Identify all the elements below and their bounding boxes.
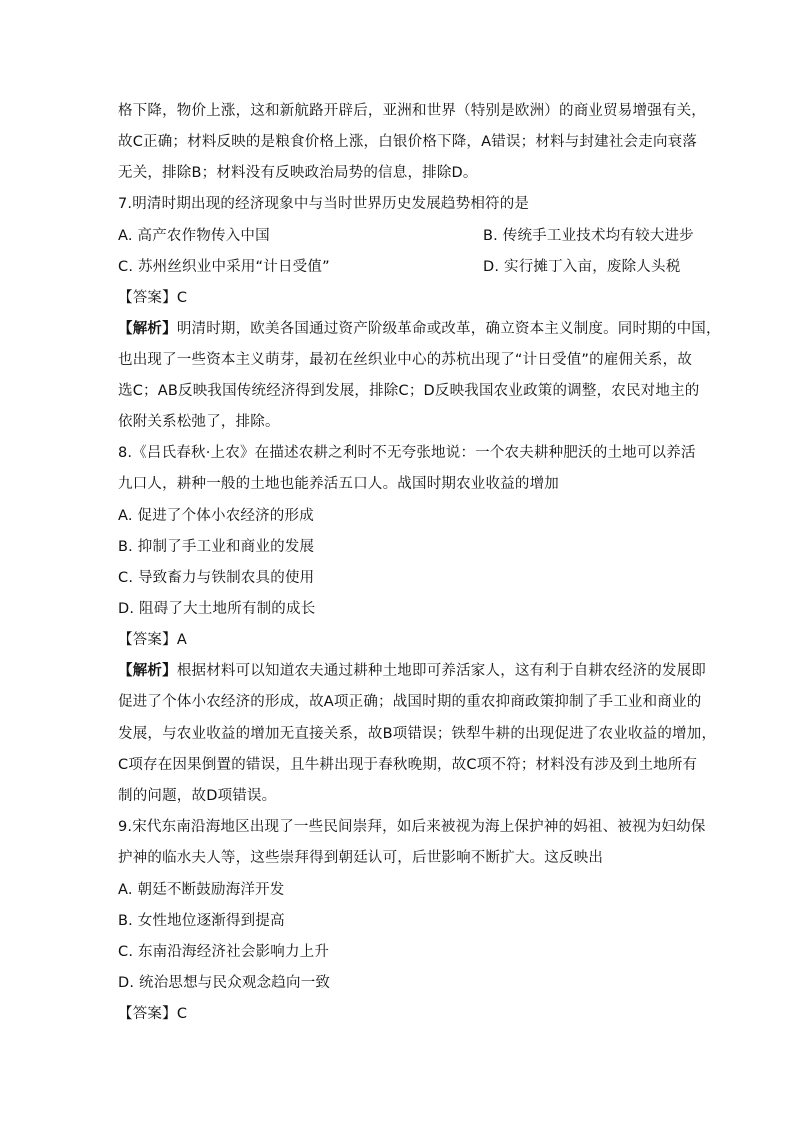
option-label: B. — [483, 228, 498, 244]
option-label: D. — [118, 975, 135, 991]
option-text: 统治思想与民众观念趋向一致 — [139, 975, 331, 991]
paragraph-line: 无关，排除B；材料没有反映政治局势的信息，排除D。 — [118, 165, 478, 181]
question-8-option-a — [118, 506, 678, 526]
question-7-answer — [118, 288, 678, 308]
question-7-analysis-line: 也出现了一些资本主义萌芽，最初在丝织业中心的苏杭出现了“计日受值”的雇佣关系，故 — [118, 352, 693, 368]
analysis-tag: 【解析】 — [118, 321, 177, 337]
answer-value: C — [176, 290, 188, 306]
paragraph-line: 格下降，物价上涨，这和新航路开辟后，亚洲和世界（特别是欧洲）的商业贸易增强有关， — [118, 103, 706, 119]
option-label: C. — [118, 259, 134, 275]
option-label: B. — [118, 539, 133, 555]
answer-tag: 【答案】 — [118, 1006, 177, 1022]
question-8-option-c — [118, 568, 678, 588]
option-label: A. — [118, 882, 133, 898]
option-text: 高产农作物传入中国 — [137, 228, 270, 244]
question-7-analysis-line: 依附关系松弛了，排除。 — [118, 414, 280, 430]
option-text: 抑制了手工业和商业的发展 — [137, 539, 315, 555]
option-text: 女性地位逐渐得到提高 — [137, 913, 285, 929]
answer-value: A — [176, 632, 187, 648]
question-7-options-row-2 — [118, 257, 681, 277]
question-8-stem: 8.《吕氏春秋·上农》在描述农耕之利时不无夸张地说：一个农夫耕种肥沃的土地可以养活 — [118, 445, 696, 461]
option-label: D. — [483, 259, 500, 275]
question-8-analysis-line: C项存在因果倒置的错误，且牛耕出现于春秋晚期，故C项不符；材料没有涉及到土地所有 — [118, 757, 698, 773]
question-7-analysis-line: 选C；AB反映我国传统经济得到发展，排除C；D反映我国农业政策的调整，农民对地主的 — [118, 383, 700, 399]
question-9-option-a — [118, 880, 678, 900]
option-b — [483, 226, 694, 246]
option-d — [483, 257, 680, 277]
option-label: C. — [118, 570, 134, 586]
question-7-options-row-1 — [118, 226, 694, 246]
question-8-stem: 九口人，耕种一般的土地也能养活五口人。战国时期农业收益的增加 — [118, 476, 559, 492]
answer-tag: 【答案】 — [118, 290, 177, 306]
question-8-analysis-line: 制的问题，故D项错误。 — [118, 788, 277, 804]
analysis-text: 明清时期，欧美各国通过资产阶级革命或改革，确立资本主义制度。同时期的中国， — [176, 321, 721, 337]
question-8-answer — [118, 630, 678, 650]
option-label: A. — [118, 228, 133, 244]
option-label: B. — [118, 913, 133, 929]
question-7-stem: 7.明清时期出现的经济现象中与当时世界历史发展趋势相符的是 — [118, 196, 530, 212]
option-text: 传统手工业技术均有较大进步 — [502, 228, 694, 244]
question-8-option-d — [118, 599, 678, 619]
question-9-stem: 9.宋代东南沿海地区出现了一些民间崇拜，如后来被视为海上保护神的妈祖、被视为妇幼保 — [118, 819, 706, 835]
analysis-text: 根据材料可以知道农夫通过耕种土地即可养活家人，这有利于自耕农经济的发展即 — [176, 663, 707, 679]
question-8-analysis-line: 发展，与农业收益的增加无直接关系，故B项错误；铁犁牛耕的出现促进了农业收益的增加， — [118, 726, 717, 742]
option-text: 促进了个体小农经济的形成 — [137, 508, 314, 524]
option-label: C. — [118, 944, 134, 960]
question-9-stem: 护神的临水夫人等，这些崇拜得到朝廷认可，后世影响不断扩大。这反映出 — [118, 850, 604, 866]
question-7-analysis-line — [118, 319, 721, 339]
option-text: 导致畜力与铁制农具的使用 — [137, 570, 315, 586]
question-8-option-b — [118, 537, 678, 557]
option-text: 阻碍了大土地所有制的成长 — [139, 601, 316, 617]
answer-value: C — [176, 1006, 188, 1022]
option-label: D. — [118, 601, 135, 617]
question-9-option-c — [118, 942, 678, 962]
option-text: 实行摊丁入亩，废除人头税 — [504, 259, 681, 275]
option-label: A. — [118, 508, 133, 524]
question-9-answer — [118, 1004, 678, 1024]
option-text: 苏州丝织业中采用“计日受值” — [137, 259, 330, 275]
answer-tag: 【答案】 — [118, 632, 177, 648]
question-8-analysis-line: 促进了个体小农经济的形成，故A项正确；战国时期的重农抑商政策抑制了手工业和商业的 — [118, 694, 702, 710]
option-text: 朝廷不断鼓励海洋开发 — [137, 882, 285, 898]
question-9-option-d — [118, 973, 678, 993]
analysis-tag: 【解析】 — [118, 663, 177, 679]
paragraph-line: 故C正确；材料反映的是粮食价格上涨，白银价格下降，A错误；材料与封建社会走向衰落 — [118, 134, 698, 150]
question-8-analysis-line — [118, 661, 707, 681]
question-9-option-b — [118, 911, 678, 931]
option-text: 东南沿海经济社会影响力上升 — [137, 944, 330, 960]
